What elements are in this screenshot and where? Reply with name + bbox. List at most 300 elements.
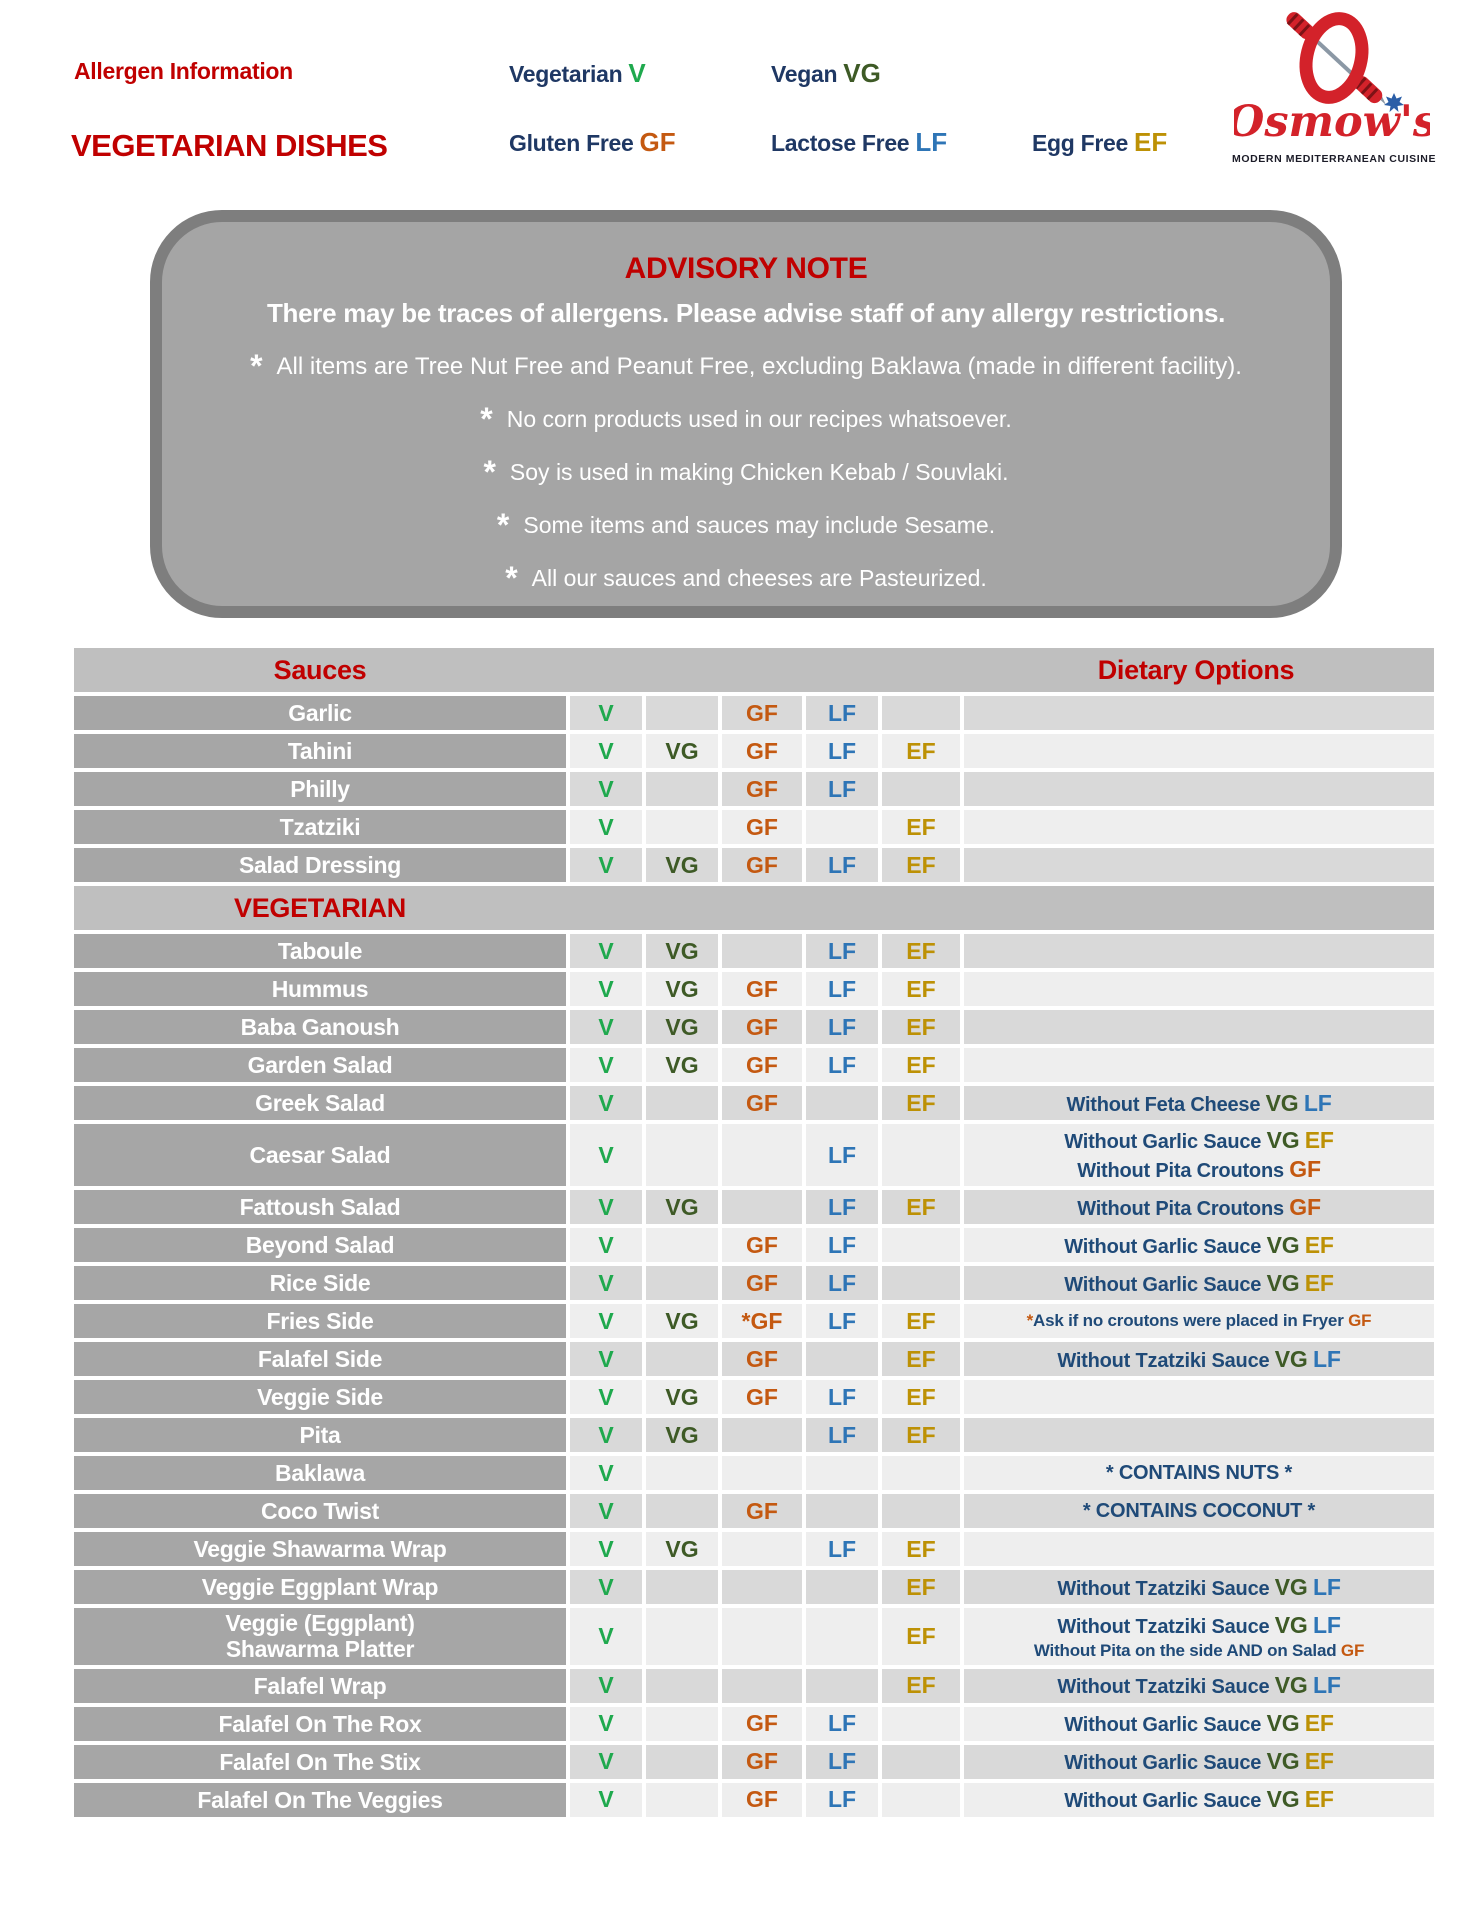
badge-cell-ef xyxy=(882,1745,960,1779)
badge-cell-vg xyxy=(646,972,718,1006)
note-line xyxy=(1057,1611,1340,1640)
badge-cell-lf xyxy=(806,972,878,1006)
dish-name-cell xyxy=(74,1570,566,1604)
legend-label: Vegan xyxy=(771,61,838,87)
ef-badge: EF xyxy=(906,1051,936,1078)
badge-cell-vg xyxy=(646,1494,718,1528)
note-text: Without Feta Cheese xyxy=(1066,1093,1266,1116)
note-text: * CONTAINS COCONUT * xyxy=(1082,1499,1316,1522)
table-row xyxy=(74,1342,1434,1376)
badge-cell-ef xyxy=(882,1532,960,1566)
gf-badge: GF xyxy=(1348,1311,1372,1331)
vg-badge: VG xyxy=(665,1383,699,1410)
lf-badge: LF xyxy=(827,1269,857,1296)
badge-cell-vg xyxy=(646,1266,718,1300)
lf-badge: LF xyxy=(827,1710,857,1737)
osmows-wordmark: Osmow's xyxy=(1234,97,1430,147)
badge-cell-gf xyxy=(722,1304,802,1338)
badge-cell-vg xyxy=(646,1707,718,1741)
note-text: Without Pita Croutons xyxy=(1077,1160,1290,1182)
v-badge: V xyxy=(598,1421,614,1448)
vg-badge: VG xyxy=(1274,1573,1308,1600)
dish-name-cell xyxy=(74,696,566,730)
badge-cell-v xyxy=(570,848,642,882)
advisory-bullet xyxy=(162,504,1330,541)
badge-cell-gf xyxy=(722,848,802,882)
dish-name: Veggie Shawarma Wrap xyxy=(193,1535,447,1562)
advisory-bullet xyxy=(162,345,1330,382)
dietary-notes-cell xyxy=(964,1456,1434,1490)
badge-cell-gf xyxy=(722,1608,802,1665)
badge-cell-lf xyxy=(806,1086,878,1120)
dietary-options-header: Dietary Options xyxy=(1097,655,1295,685)
osmows-logo xyxy=(1232,10,1437,165)
v-badge: V xyxy=(598,1231,614,1258)
logo-tagline: MODERN MEDITERRANEAN CUISINE xyxy=(1232,153,1437,165)
asterisk-icon: * xyxy=(483,454,496,490)
dietary-notes-cell xyxy=(964,934,1434,968)
table-row xyxy=(74,1669,1434,1703)
badge-cell-vg xyxy=(646,1570,718,1604)
dietary-notes-cell xyxy=(964,1418,1434,1452)
vg-badge: VG xyxy=(1266,1231,1300,1258)
gf-badge: GF xyxy=(1289,1193,1321,1220)
dietary-notes-cell xyxy=(964,1086,1434,1120)
badge-cell-vg xyxy=(646,848,718,882)
badge-cell-ef xyxy=(882,772,960,806)
page-header xyxy=(0,0,1484,200)
badge-cell-vg xyxy=(646,1048,718,1082)
dish-name-cell xyxy=(74,1086,566,1120)
badge-cell-vg xyxy=(646,810,718,844)
section-title: VEGETARIAN xyxy=(233,893,406,923)
dish-name-cell xyxy=(74,1304,566,1338)
gf-badge: GF xyxy=(746,1013,778,1040)
badge-cell-v xyxy=(570,1783,642,1817)
vg-badge: VG xyxy=(1266,1269,1300,1296)
legend-label: Egg Free xyxy=(1032,130,1129,156)
dietary-notes-cell xyxy=(964,1532,1434,1566)
table-header-row xyxy=(74,648,1434,692)
badge-cell-vg xyxy=(646,1456,718,1490)
v-badge: V xyxy=(598,699,614,726)
ef-badge: EF xyxy=(906,1421,936,1448)
badge-cell-gf xyxy=(722,810,802,844)
badge-cell-vg xyxy=(646,734,718,768)
badge-cell-ef xyxy=(882,848,960,882)
badge-cell-gf xyxy=(722,1228,802,1262)
note-text: Without Garlic Sauce xyxy=(1064,1752,1267,1775)
badge-cell-vg xyxy=(646,1010,718,1044)
dish-name: Falafel Wrap xyxy=(253,1672,387,1699)
table-row xyxy=(74,1494,1434,1528)
ef-badge: EF xyxy=(906,1089,936,1116)
gf-badge: GF xyxy=(746,1497,778,1524)
note-text: Without Tzatziki Sauce xyxy=(1057,1349,1275,1372)
badge-cell-vg xyxy=(646,1669,718,1703)
advisory-bullet-text: Soy is used in making Chicken Kebab / Souvlaki. xyxy=(509,459,1009,485)
dish-name-cell xyxy=(74,772,566,806)
lf-badge: LF xyxy=(827,1421,857,1448)
badge-cell-gf xyxy=(722,1342,802,1376)
dish-name: Caesar Salad xyxy=(249,1141,391,1168)
lf-badge: LF xyxy=(827,1141,857,1168)
note-line xyxy=(1077,1193,1321,1222)
gluten-free-badge: GF xyxy=(639,127,676,157)
badge-cell-vg xyxy=(646,1608,718,1665)
advisory-title: ADVISORY NOTE xyxy=(624,252,868,285)
lf-badge: LF xyxy=(1312,1345,1341,1372)
badge-cell-lf xyxy=(806,1124,878,1186)
note-text: Without Tzatziki Sauce xyxy=(1057,1676,1275,1699)
badge-cell-gf xyxy=(722,1669,802,1703)
vegan-badge: VG xyxy=(843,58,881,88)
badge-cell-v xyxy=(570,1304,642,1338)
badge-cell-lf xyxy=(806,1342,878,1376)
dish-name: Tzatziki xyxy=(279,813,361,840)
table-row xyxy=(74,1707,1434,1741)
dietary-notes-cell xyxy=(964,734,1434,768)
badge-cell-gf xyxy=(722,1418,802,1452)
lf-badge: LF xyxy=(827,1748,857,1775)
note-text: Without Tzatziki Sauce xyxy=(1057,1577,1275,1600)
badge-cell-gf xyxy=(722,1124,802,1186)
note-text: Without Garlic Sauce xyxy=(1064,1714,1267,1737)
badge-cell-v xyxy=(570,934,642,968)
v-badge: V xyxy=(598,1535,614,1562)
gf-badge: GF xyxy=(746,1089,778,1116)
note-line xyxy=(1034,1640,1364,1661)
badge-cell-ef xyxy=(882,1669,960,1703)
dish-name: Veggie (Eggplant) xyxy=(225,1610,415,1636)
v-badge: V xyxy=(598,1710,614,1737)
lf-badge: LF xyxy=(827,1786,857,1813)
gf-badge: GF xyxy=(1340,1641,1365,1661)
badge-cell-gf xyxy=(722,972,802,1006)
table-row xyxy=(74,1304,1434,1338)
note-text: * CONTAINS NUTS * xyxy=(1105,1461,1293,1484)
advisory-bullet xyxy=(162,451,1330,488)
badge-cell-v xyxy=(570,1418,642,1452)
ef-badge: EF xyxy=(1304,1269,1334,1296)
badge-cell-ef xyxy=(882,1124,960,1186)
lf-badge: LF xyxy=(1303,1089,1332,1116)
badge-cell-ef xyxy=(882,972,960,1006)
vg-badge: VG xyxy=(665,1051,699,1078)
badge-cell-gf xyxy=(722,1783,802,1817)
dish-name: Hummus xyxy=(271,975,369,1002)
badge-cell-lf xyxy=(806,1783,878,1817)
dish-name-cell xyxy=(74,1494,566,1528)
table-row xyxy=(74,1048,1434,1082)
vg-badge: VG xyxy=(665,737,699,764)
badge-cell-vg xyxy=(646,1228,718,1262)
ef-badge: EF xyxy=(906,1672,936,1699)
badge-cell-lf xyxy=(806,1570,878,1604)
badge-cell-lf xyxy=(806,772,878,806)
dish-name: Fattoush Salad xyxy=(239,1193,401,1220)
badge-cell-vg xyxy=(646,1532,718,1566)
dish-name-cell xyxy=(74,1608,566,1665)
dish-name-cell xyxy=(74,1048,566,1082)
badge-cell-v xyxy=(570,1494,642,1528)
dietary-notes-cell xyxy=(964,1266,1434,1300)
badge-cell-gf xyxy=(722,934,802,968)
badge-cell-v xyxy=(570,1456,642,1490)
v-badge: V xyxy=(598,1307,614,1334)
badge-cell-ef xyxy=(882,1228,960,1262)
legend-label: Gluten Free xyxy=(509,130,634,156)
badge-cell-lf xyxy=(806,1380,878,1414)
gf-badge: GF xyxy=(746,737,778,764)
v-badge: V xyxy=(598,1193,614,1220)
lf-badge: LF xyxy=(827,1307,857,1334)
table-row xyxy=(74,1570,1434,1604)
badge-cell-lf xyxy=(806,934,878,968)
badge-cell-ef xyxy=(882,1048,960,1082)
gf-badge: GF xyxy=(1289,1156,1321,1182)
ef-badge: EF xyxy=(906,737,936,764)
note-line xyxy=(1066,1089,1331,1118)
v-badge: V xyxy=(598,1383,614,1410)
gf-badge: GF xyxy=(746,1710,778,1737)
badge-cell-gf xyxy=(722,772,802,806)
legend-item-egg-free xyxy=(1032,127,1167,158)
table-row xyxy=(74,1010,1434,1044)
gf-badge: * xyxy=(1026,1311,1034,1331)
v-badge: V xyxy=(598,1141,614,1168)
osmows-logo-mark xyxy=(1234,10,1430,150)
note-text: Without Pita Croutons xyxy=(1077,1197,1290,1220)
sauces-header: Sauces xyxy=(273,655,367,685)
v-badge: V xyxy=(598,1573,614,1600)
gf-badge: GF xyxy=(746,975,778,1002)
badge-cell-lf xyxy=(806,1228,878,1262)
badge-cell-v xyxy=(570,1266,642,1300)
badge-cell-v xyxy=(570,1570,642,1604)
dish-name: Falafel On The Rox xyxy=(218,1710,422,1737)
badge-cell-vg xyxy=(646,1783,718,1817)
note-line xyxy=(1064,1785,1334,1814)
dish-name-cell xyxy=(74,1010,566,1044)
gf-badge: GF xyxy=(746,699,778,726)
dietary-notes-cell xyxy=(964,1707,1434,1741)
badge-cell-lf xyxy=(806,1745,878,1779)
badge-cell-v xyxy=(570,1532,642,1566)
note-text: Ask if no croutons were placed in Fryer xyxy=(1033,1311,1349,1331)
note-line xyxy=(1064,1709,1334,1738)
note-text: Without Garlic Sauce xyxy=(1064,1131,1267,1153)
badge-cell-ef xyxy=(882,1266,960,1300)
advisory-note-box xyxy=(150,210,1342,618)
gf-badge: GF xyxy=(746,1345,778,1372)
v-badge: V xyxy=(598,813,614,840)
dish-name-cell xyxy=(74,1266,566,1300)
v-badge: V xyxy=(598,937,614,964)
gf-badge: GF xyxy=(746,1748,778,1775)
dietary-notes-cell xyxy=(964,1380,1434,1414)
advisory-bullet xyxy=(162,398,1330,435)
table-row xyxy=(74,1190,1434,1224)
dietary-notes-cell xyxy=(964,772,1434,806)
dietary-notes-cell xyxy=(964,1010,1434,1044)
table-row xyxy=(74,1380,1434,1414)
dish-name-cell xyxy=(74,1532,566,1566)
badge-cell-lf xyxy=(806,1304,878,1338)
dish-name-cell xyxy=(74,1418,566,1452)
ef-badge: EF xyxy=(906,1535,936,1562)
ef-badge: EF xyxy=(906,937,936,964)
badge-cell-vg xyxy=(646,1342,718,1376)
legend-label: Lactose Free xyxy=(771,130,910,156)
table-row xyxy=(74,696,1434,730)
note-line xyxy=(1106,1461,1292,1486)
badge-cell-ef xyxy=(882,810,960,844)
lactose-free-badge: LF xyxy=(915,127,948,157)
badge-cell-lf xyxy=(806,1048,878,1082)
lf-badge: LF xyxy=(827,937,857,964)
ef-badge: EF xyxy=(1304,1710,1334,1737)
badge-cell-lf xyxy=(806,1669,878,1703)
badge-cell-lf xyxy=(806,734,878,768)
badge-cell-gf xyxy=(722,1048,802,1082)
badge-cell-ef xyxy=(882,1456,960,1490)
dietary-notes-cell xyxy=(964,972,1434,1006)
table-row xyxy=(74,848,1434,882)
badge-cell-ef xyxy=(882,1494,960,1528)
note-text: Without Pita on the side AND on Salad xyxy=(1033,1641,1341,1661)
dietary-notes-cell xyxy=(964,1745,1434,1779)
badge-cell-vg xyxy=(646,1304,718,1338)
dish-name-cell xyxy=(74,810,566,844)
badge-cell-lf xyxy=(806,810,878,844)
badge-cell-vg xyxy=(646,1086,718,1120)
lf-badge: LF xyxy=(827,1051,857,1078)
v-badge: V xyxy=(598,1497,614,1524)
dish-name: Coco Twist xyxy=(261,1497,379,1524)
dietary-notes-cell xyxy=(964,1124,1434,1186)
badge-cell-vg xyxy=(646,1380,718,1414)
gf-badge: GF xyxy=(746,1383,778,1410)
v-badge: V xyxy=(598,975,614,1002)
badge-cell-lf xyxy=(806,1532,878,1566)
dish-name-cell xyxy=(74,1456,566,1490)
badge-cell-vg xyxy=(646,1418,718,1452)
note-line xyxy=(1064,1231,1334,1260)
gf-badge: GF xyxy=(746,851,778,878)
v-badge: V xyxy=(598,1622,614,1649)
badge-cell-ef xyxy=(882,1783,960,1817)
badge-cell-v xyxy=(570,1228,642,1262)
badge-cell-lf xyxy=(806,1608,878,1665)
ef-badge: EF xyxy=(906,1622,936,1649)
dietary-notes-cell xyxy=(964,1570,1434,1604)
dietary-notes-cell xyxy=(964,848,1434,882)
section-header-row xyxy=(74,886,1434,930)
dietary-notes-cell xyxy=(964,1494,1434,1528)
lf-badge: LF xyxy=(1312,1573,1341,1600)
vg-badge: VG xyxy=(1266,1748,1300,1775)
table-row xyxy=(74,810,1434,844)
dish-name-cell xyxy=(74,1745,566,1779)
badge-cell-ef xyxy=(882,1570,960,1604)
badge-cell-v xyxy=(570,972,642,1006)
badge-cell-ef xyxy=(882,934,960,968)
table-row xyxy=(74,972,1434,1006)
gf-badge: GF xyxy=(746,775,778,802)
dish-name: Baba Ganoush xyxy=(240,1013,400,1040)
ef-badge: EF xyxy=(906,1307,936,1334)
dish-name-cell xyxy=(74,1707,566,1741)
badge-cell-gf xyxy=(722,1380,802,1414)
dish-name-cell xyxy=(74,734,566,768)
dish-name: Rice Side xyxy=(269,1269,371,1296)
badge-cell-v xyxy=(570,1380,642,1414)
page-title: VEGETARIAN DISHES xyxy=(71,128,388,163)
table-row xyxy=(74,734,1434,768)
badge-cell-ef xyxy=(882,1086,960,1120)
note-line xyxy=(1057,1345,1340,1374)
badge-cell-ef xyxy=(882,1342,960,1376)
dietary-notes-cell xyxy=(964,1669,1434,1703)
ef-badge: EF xyxy=(1304,1748,1334,1775)
dish-name: Taboule xyxy=(277,937,363,964)
badge-cell-ef xyxy=(882,1380,960,1414)
dish-name: Garden Salad xyxy=(247,1051,393,1078)
advisory-subtitle: There may be traces of allergens. Please advise staff of any allergy restrictions. xyxy=(266,298,1226,328)
gf-badge: GF xyxy=(746,1269,778,1296)
gf-badge: GF xyxy=(746,1231,778,1258)
dish-name: Beyond Salad xyxy=(245,1231,395,1258)
badge-cell-ef xyxy=(882,734,960,768)
lf-badge: LF xyxy=(827,1013,857,1040)
dish-name: Veggie Side xyxy=(257,1383,383,1410)
badge-cell-ef xyxy=(882,1010,960,1044)
legend-label: Vegetarian xyxy=(509,61,623,87)
badge-cell-vg xyxy=(646,934,718,968)
dish-name-line2: Shawarma Platter xyxy=(225,1636,415,1663)
dietary-notes-cell xyxy=(964,696,1434,730)
badge-cell-ef xyxy=(882,1304,960,1338)
dish-name-cell xyxy=(74,1124,566,1186)
badge-cell-gf xyxy=(722,1707,802,1741)
table-row xyxy=(74,1124,1434,1186)
dish-name: Falafel On The Veggies xyxy=(197,1786,443,1813)
legend-item-vegan xyxy=(771,58,881,89)
gf-badge: GF xyxy=(746,1051,778,1078)
vg-badge: VG xyxy=(665,1307,699,1334)
badge-cell-vg xyxy=(646,1190,718,1224)
v-badge: V xyxy=(598,1459,614,1486)
table-row xyxy=(74,1456,1434,1490)
dish-name: Fries Side xyxy=(266,1307,374,1334)
dietary-notes-cell xyxy=(964,1783,1434,1817)
v-badge: V xyxy=(598,1786,614,1813)
vg-badge: VG xyxy=(665,1013,699,1040)
dish-name-cell xyxy=(74,848,566,882)
vg-badge: VG xyxy=(665,937,699,964)
badge-cell-lf xyxy=(806,1418,878,1452)
badge-cell-gf xyxy=(722,696,802,730)
ef-badge: EF xyxy=(1304,1786,1334,1813)
badge-cell-lf xyxy=(806,1707,878,1741)
dish-name-cell xyxy=(74,1783,566,1817)
lf-badge: LF xyxy=(827,737,857,764)
badge-cell-lf xyxy=(806,1266,878,1300)
lf-badge: LF xyxy=(827,1193,857,1220)
v-badge: V xyxy=(598,1089,614,1116)
ef-badge: EF xyxy=(1304,1127,1334,1153)
